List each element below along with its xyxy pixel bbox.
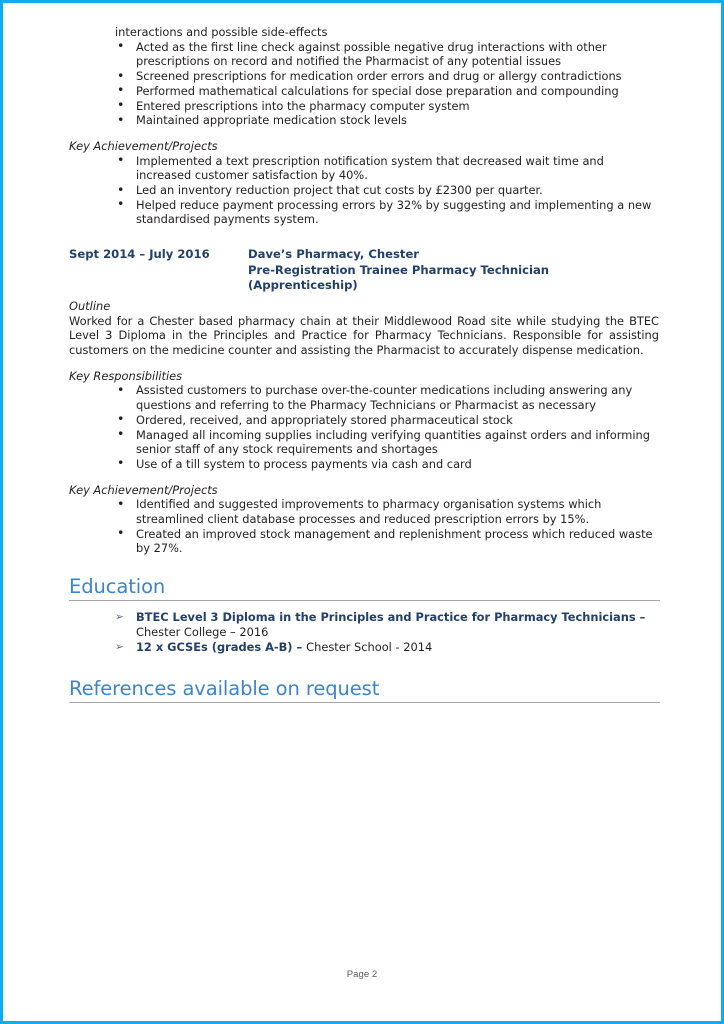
list-item: • Led an inventory reduction project that cut costs by £2300 per quarter. [115, 183, 661, 198]
list-item [115, 640, 660, 655]
outline-label: Outline [69, 298, 111, 313]
list-item: • Entered prescriptions into the pharmacy computer system [115, 99, 661, 114]
education-institution: Chester School - 2014 [306, 639, 433, 654]
job-dates: Sept 2014 – July 2016 [69, 247, 210, 262]
outline-text: Worked for a Chester based pharmacy chain at their Middlewood Road site while studying the BTEC Level 3 Diploma in the Principles and Practice for Pharmacy Technicians. Responsible for assisting customers on the medicine counter and assisting the Pharmacist to accurately dispense medication. [69, 313, 659, 358]
list-item: • Performed mathematical calculations for special dose preparation and compounding [115, 84, 661, 99]
list-item: • Created an improved stock management and replenishment process which reduced waste by 27%. [115, 527, 661, 556]
references-rule [69, 702, 660, 703]
education-dash: – [635, 610, 646, 625]
references-heading: References available on request [69, 676, 380, 700]
education-heading: Education [69, 575, 166, 599]
list-item: • Implemented a text prescription notification system that decreased wait time and increased customer satisfaction by 40%. [115, 154, 661, 183]
education-qualification: BTEC Level 3 Diploma in the Principles and Practice for Pharmacy Technicians [136, 610, 636, 625]
job-achievements-label: Key Achievement/Projects [69, 482, 218, 497]
education-institution: Chester College – 2016 [136, 625, 269, 640]
job-achievements-list [69, 497, 661, 556]
education-qualification: 12 x GCSEs (grades A-B) [136, 639, 293, 654]
list-item: • Use of a till system to process payments via cash and card [115, 457, 661, 472]
job-header [69, 247, 661, 294]
list-item: • Helped reduce payment processing errors by 32% by suggesting and implementing a new standardised payments system. [115, 198, 661, 227]
job-company: Dave’s Pharmacy, Chester [248, 247, 420, 262]
list-item: • Managed all incoming supplies including verifying quantities against orders and informing senior staff of any stock requirements and shortages [115, 428, 661, 457]
list-item: • Acted as the first line check against possible negative drug interactions with other prescriptions on record and notified the Pharmacist of any potential issues [115, 40, 661, 69]
job-title: Pre-Registration Trainee Pharmacy Technician (Apprenticeship) [248, 262, 550, 293]
list-item: • Identified and suggested improvements to pharmacy organisation systems which streamlined client database processes and reduced prescription errors by 15%. [115, 497, 661, 526]
top-responsibilities-list [69, 40, 661, 128]
top-achievements-label: Key Achievement/Projects [69, 138, 218, 153]
education-list [69, 610, 660, 655]
list-item: • Ordered, received, and appropriately stored pharmaceutical stock [115, 413, 661, 428]
education-dash: – [292, 639, 307, 654]
list-item [115, 610, 660, 640]
page-footer: Page 2 [346, 969, 378, 980]
education-rule [69, 600, 660, 601]
page-content [69, 25, 661, 703]
job-right-block [248, 247, 661, 294]
job-responsibilities-label: Key Responsibilities [69, 368, 183, 383]
job-responsibilities-list [69, 383, 661, 471]
list-item: • Maintained appropriate medication stock levels [115, 113, 661, 128]
top-achievements-list [69, 154, 661, 228]
references-section [69, 677, 660, 703]
list-item: • Assisted customers to purchase over-the-counter medications including answering any questions and referring to the Pharmacy Technicians or Pharmacist as necessary [115, 383, 661, 412]
continuation-line: interactions and possible side-effects [115, 25, 328, 39]
education-section [69, 575, 660, 655]
list-item: • Screened prescriptions for medication order errors and drug or allergy contradictions [115, 69, 661, 84]
